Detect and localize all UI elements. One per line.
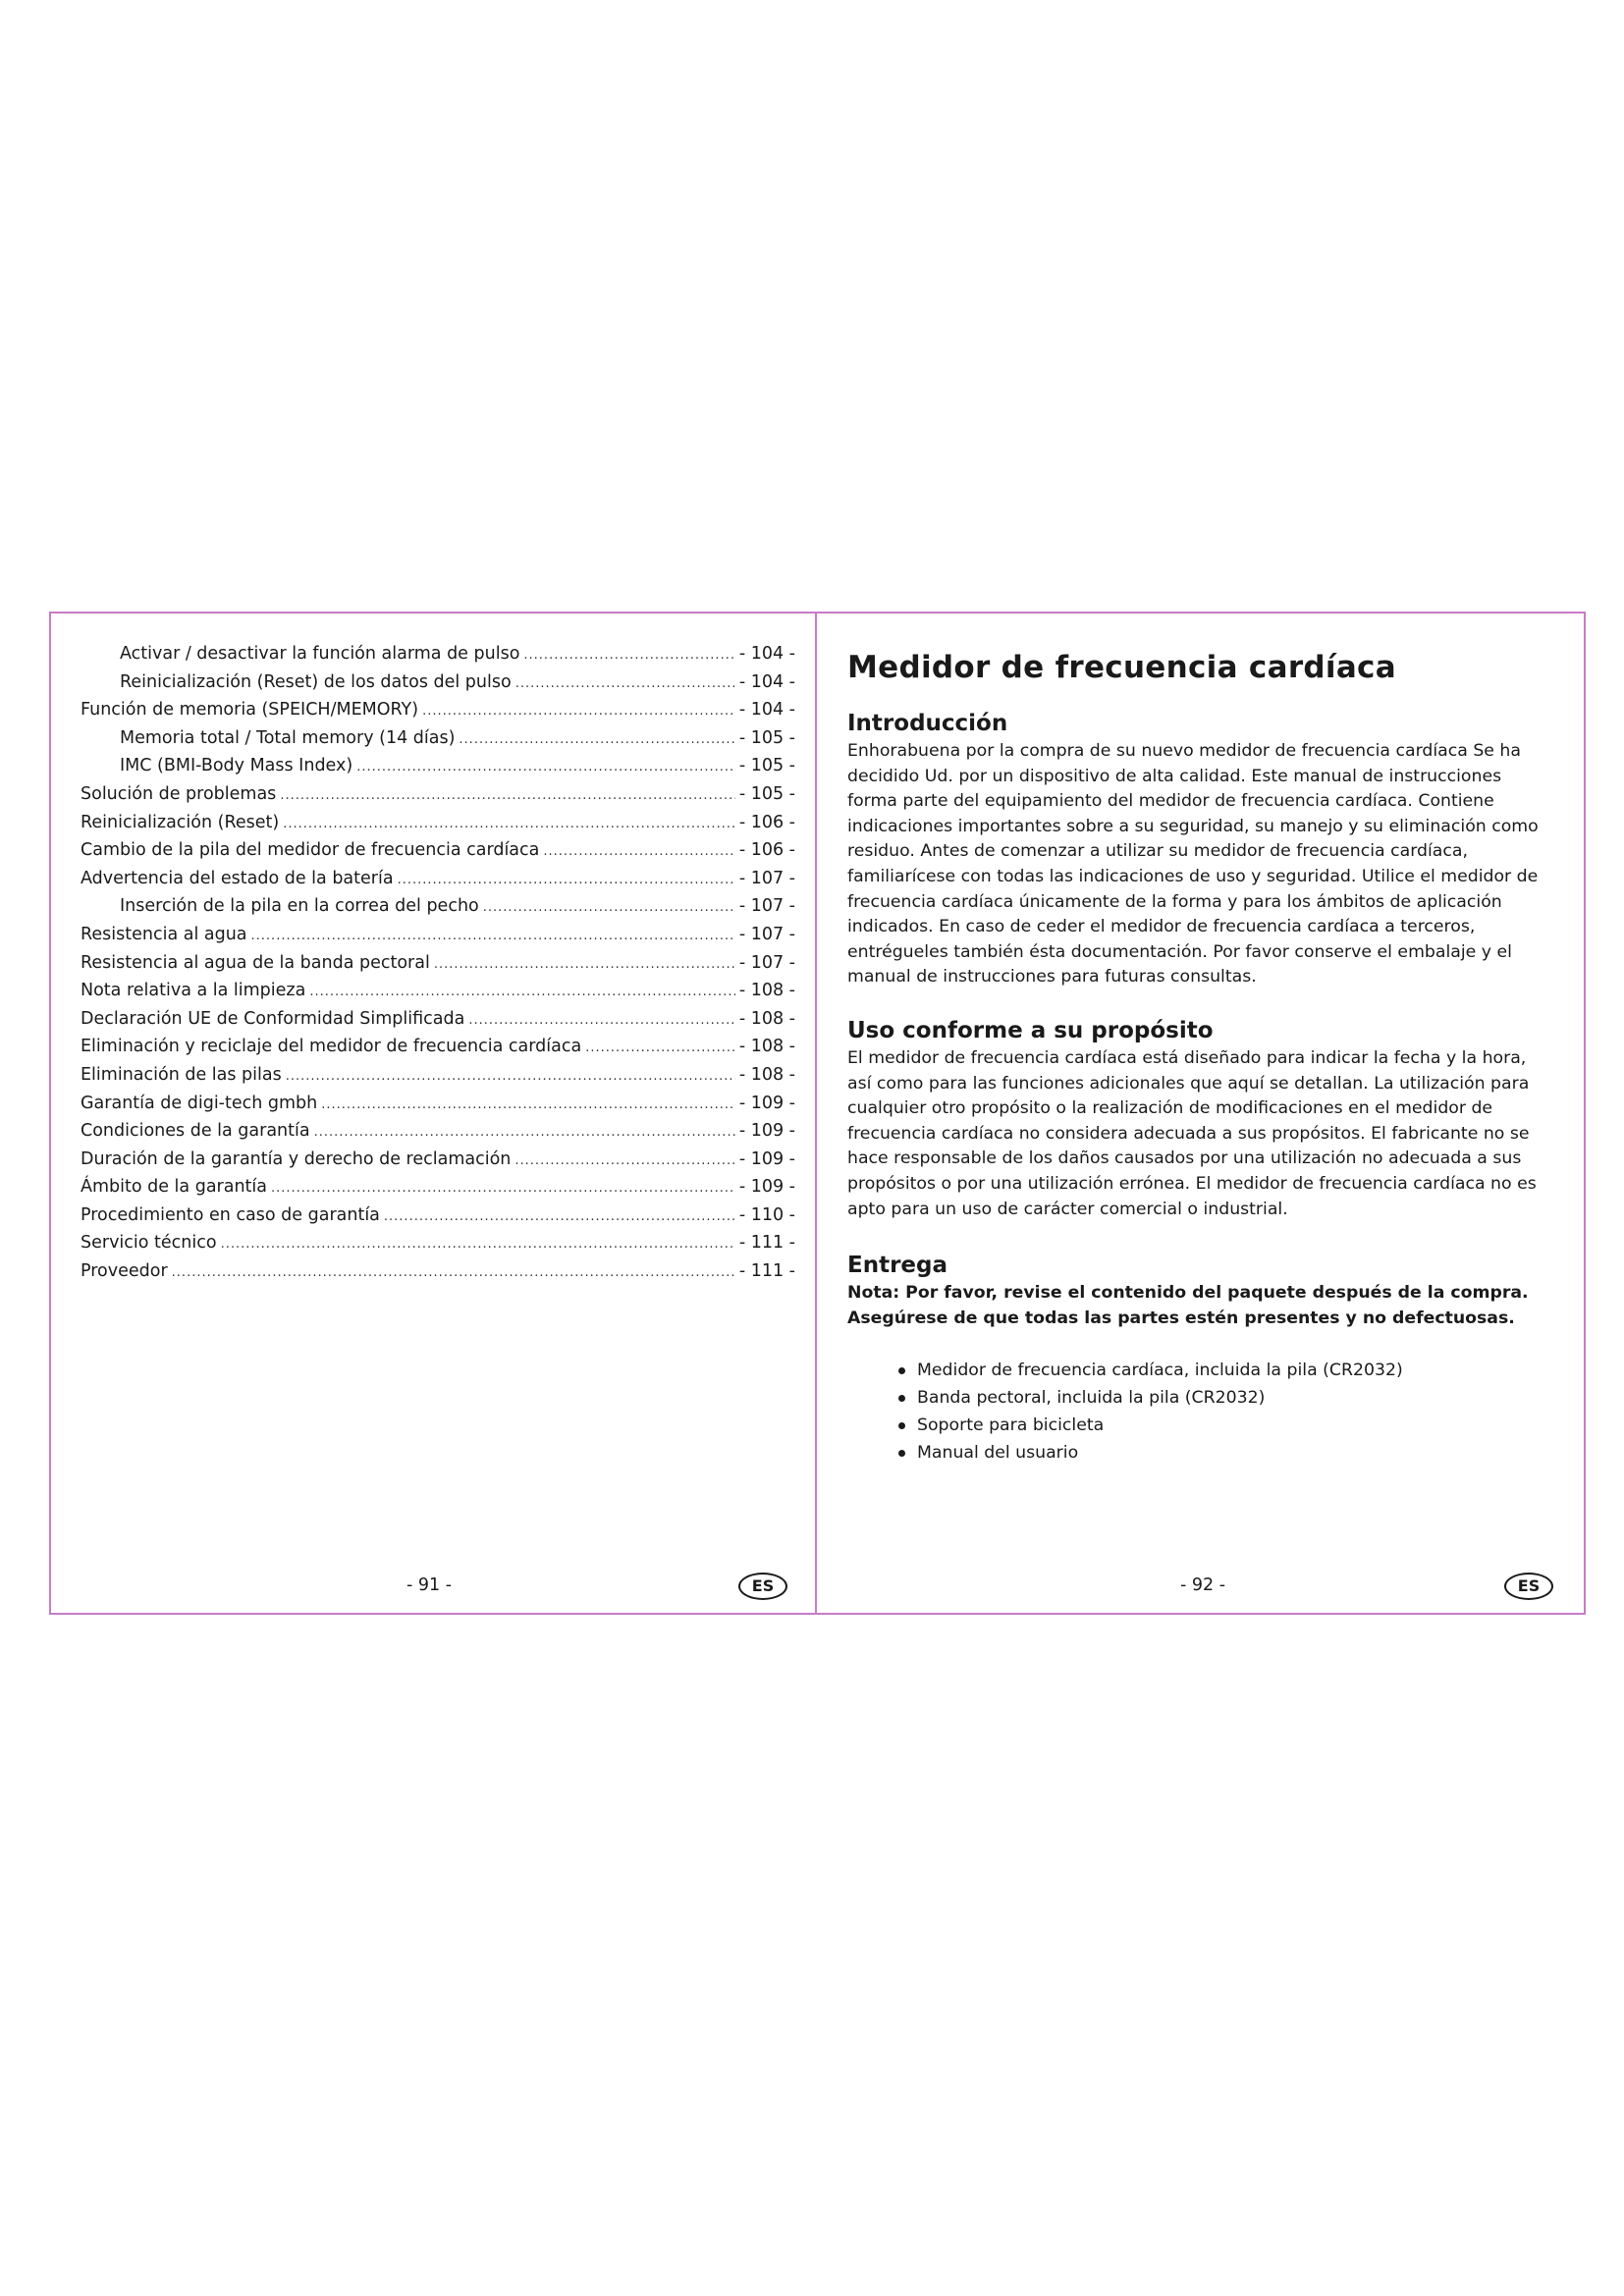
toc-entry-page: - 109 - xyxy=(738,1148,795,1169)
toc-entry-page: - 108 - xyxy=(738,981,795,1001)
toc-leader xyxy=(283,814,735,835)
toc-leader xyxy=(523,645,734,667)
toc-leader xyxy=(384,1206,735,1228)
toc-entry xyxy=(81,699,795,727)
toc-leader xyxy=(468,1010,735,1032)
toc-entry-title: Eliminación y reciclaje del medidor de frecuencia cardíaca xyxy=(81,1037,582,1057)
toc-leader xyxy=(314,1122,735,1144)
toc-entry-page: - 108 - xyxy=(738,1037,795,1057)
toc-entry xyxy=(81,1093,795,1121)
toc-leader xyxy=(398,870,735,891)
table-of-contents xyxy=(81,643,795,1289)
toc-leader xyxy=(543,841,734,863)
toc-entry xyxy=(81,1064,795,1093)
toc-entry xyxy=(81,924,795,952)
toc-entry-title: Reinicialización (Reset) de los datos del pulso xyxy=(120,671,512,692)
toc-entry-page: - 110 - xyxy=(738,1204,795,1225)
toc-entry-page: - 111 - xyxy=(738,1261,795,1282)
page-title: Medidor de frecuencia cardíaca xyxy=(847,650,1396,685)
toc-entry-title: Garantía de digi-tech gmbh xyxy=(81,1093,318,1113)
toc-entry-title: Resistencia al agua xyxy=(81,924,247,944)
toc-entry-page: - 111 - xyxy=(738,1233,795,1254)
toc-leader xyxy=(515,673,735,695)
intended-use-paragraph: El medidor de frecuencia cardíaca está diseñado para indicar la fecha y la hora, así como para las funciones adicionales que aquí se detallan. La utilización para cualquier otro propósito o la realización de modificaciones en el medidor de frecuencia cardíaca no considera adecuada a sus propósitos. El fabricante no se hace responsable de los daños causados por una utilización no adecuada a sus propósitos o por una utilización errónea. El medidor de frecuencia cardíaca no es apto para un uso de carácter comercial o industrial. xyxy=(847,1047,1537,1219)
toc-leader xyxy=(585,1038,735,1059)
delivery-list xyxy=(847,1357,1554,1467)
section-heading-intended-use: Uso conforme a su propósito xyxy=(847,1017,1214,1043)
toc-entry-title: Función de memoria (SPEICH/MEMORY) xyxy=(81,700,419,721)
toc-leader xyxy=(280,785,735,807)
toc-entry-page: - 106 - xyxy=(738,812,795,832)
toc-entry-page: - 104 - xyxy=(738,700,795,721)
toc-entry-title: Activar / desactivar la función alarma de pulso xyxy=(120,644,520,664)
toc-entry xyxy=(81,755,795,783)
toc-leader xyxy=(321,1095,735,1116)
toc-entry-title: Reinicialización (Reset) xyxy=(81,812,280,832)
toc-entry-title: Solución de problemas xyxy=(81,783,277,804)
toc-entry xyxy=(81,1008,795,1037)
toc-entry-page: - 109 - xyxy=(738,1121,795,1142)
toc-entry xyxy=(81,1204,795,1233)
toc-leader xyxy=(286,1066,735,1088)
toc-entry-title: Eliminación de las pilas xyxy=(81,1064,282,1085)
toc-entry-title: Declaración UE de Conformidad Simplificada xyxy=(81,1008,465,1029)
page-number: - 92 - xyxy=(1180,1575,1226,1595)
section-heading-introduction: Introducción xyxy=(847,711,1008,736)
manual-spread xyxy=(49,612,1586,1615)
toc-leader xyxy=(459,729,734,751)
list-item: Manual del usuario xyxy=(904,1439,1554,1467)
toc-entry-title: Procedimiento en caso de garantía xyxy=(81,1204,380,1225)
toc-entry xyxy=(81,1232,795,1260)
toc-entry xyxy=(81,1176,795,1204)
toc-leader xyxy=(271,1178,735,1200)
language-badge: ES xyxy=(1504,1573,1553,1600)
toc-entry-page: - 108 - xyxy=(738,1008,795,1029)
toc-entry-page: - 104 - xyxy=(738,644,795,664)
toc-entry-page: - 105 - xyxy=(738,756,795,776)
toc-entry xyxy=(81,980,795,1008)
toc-entry-title: Servicio técnico xyxy=(81,1233,217,1254)
list-item: Soporte para bicicleta xyxy=(904,1412,1554,1439)
toc-entry xyxy=(81,643,795,671)
toc-leader xyxy=(221,1234,735,1255)
toc-entry xyxy=(81,839,795,868)
right-page xyxy=(817,614,1584,1613)
toc-entry xyxy=(81,1120,795,1148)
list-item: Medidor de frecuencia cardíaca, incluida la pila (CR2032) xyxy=(904,1357,1554,1384)
toc-entry-title: Nota relativa a la limpieza xyxy=(81,981,306,1001)
toc-entry xyxy=(81,1148,795,1177)
toc-entry-page: - 108 - xyxy=(738,1064,795,1085)
toc-entry-page: - 106 - xyxy=(738,840,795,861)
toc-entry-page: - 109 - xyxy=(738,1093,795,1113)
toc-entry-title: Duración de la garantía y derecho de reclamación xyxy=(81,1148,512,1169)
toc-entry-page: - 105 - xyxy=(738,727,795,748)
toc-entry-page: - 105 - xyxy=(738,783,795,804)
toc-leader xyxy=(514,1150,734,1172)
toc-entry xyxy=(81,1260,795,1289)
toc-entry-title: Resistencia al agua de la banda pectoral xyxy=(81,952,430,973)
language-badge: ES xyxy=(738,1573,787,1600)
toc-entry-page: - 107 - xyxy=(738,924,795,944)
toc-entry xyxy=(81,783,795,812)
toc-entry xyxy=(81,1036,795,1064)
list-item: Banda pectoral, incluida la pila (CR2032) xyxy=(904,1384,1554,1412)
introduction-paragraph: Enhorabuena por la compra de su nuevo medidor de frecuencia cardíaca Se ha decidido Ud. por un dispositivo de alta calidad. Este manual de instrucciones forma parte del equipamiento del medidor de frecuencia cardíaca. Contiene indicaciones importantes sobre a su seguridad, su manejo y su eliminación como residuo. Antes de comenzar a utilizar su medidor de frecuencia cardíaca, familiarícese con todas las indicaciones de uso y seguridad. Utilice el medidor de frecuencia cardíaca únicamente de la forma y para los ámbitos de aplicación indicados. En caso de ceder el medidor de frecuencia cardíaca a terceros, entrégueles también ésta documentación. Por favor conserve el embalaje y el manual de instrucciones para futuras consultas. xyxy=(847,741,1539,988)
delivery-note: Nota: Por favor, revise el contenido del paquete después de la compra. Asegúrese de que todas las partes estén presentes y no defectuosas. xyxy=(847,1283,1529,1328)
toc-entry-page: - 107 - xyxy=(738,952,795,973)
toc-entry-page: - 107 - xyxy=(738,896,795,917)
toc-entry-page: - 109 - xyxy=(738,1177,795,1198)
toc-leader xyxy=(434,954,735,976)
toc-leader xyxy=(251,926,735,947)
toc-entry-title: Cambio de la pila del medidor de frecuencia cardíaca xyxy=(81,840,540,861)
toc-leader xyxy=(356,757,735,778)
section-heading-delivery: Entrega xyxy=(847,1253,948,1279)
left-page xyxy=(51,614,817,1613)
toc-entry xyxy=(81,952,795,981)
toc-entry xyxy=(81,868,795,896)
page-content xyxy=(847,643,1554,1467)
toc-entry-title: Condiciones de la garantía xyxy=(81,1121,310,1142)
toc-leader xyxy=(483,897,735,919)
toc-entry-title: Memoria total / Total memory (14 días) xyxy=(120,727,456,748)
toc-leader xyxy=(172,1262,735,1284)
toc-entry-title: IMC (BMI-Body Mass Index) xyxy=(120,756,353,776)
toc-entry-title: Proveedor xyxy=(81,1261,168,1282)
toc-entry-title: Advertencia del estado de la batería xyxy=(81,868,394,888)
toc-entry xyxy=(81,812,795,840)
toc-entry-title: Ámbito de la garantía xyxy=(81,1177,267,1198)
toc-leader xyxy=(309,982,734,1003)
toc-leader xyxy=(422,701,735,722)
toc-entry-page: - 107 - xyxy=(738,868,795,888)
toc-entry xyxy=(81,895,795,924)
toc-entry xyxy=(81,671,795,700)
toc-entry-page: - 104 - xyxy=(738,671,795,692)
toc-entry-title: Inserción de la pila en la correa del pecho xyxy=(120,896,479,917)
page-number: - 91 - xyxy=(406,1575,453,1595)
toc-entry xyxy=(81,727,795,756)
